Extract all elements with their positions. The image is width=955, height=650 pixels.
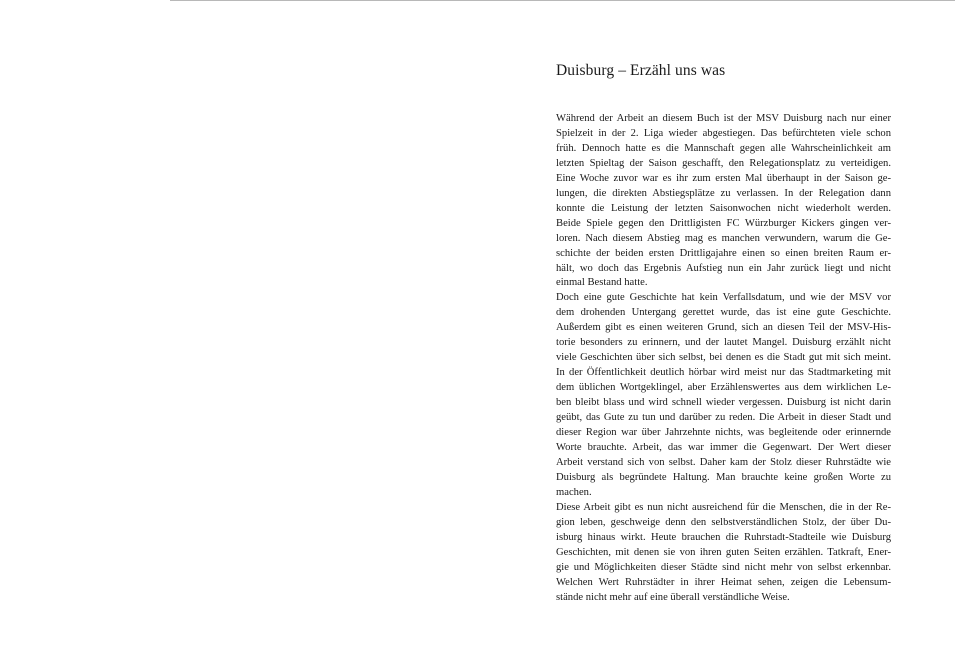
text-line: konnte die Leistung der letzten Saisonwochen nicht wiederholt werden.: [556, 202, 891, 214]
text-line: dem üblichen Wortgeklingel, aber Erzählenswertes aus dem wirklichen Le-: [556, 382, 891, 394]
text-line: loren. Nach diesem Abstieg mag es manchen verwundern, warum die Ge-: [556, 232, 891, 244]
text-line: schichte der beiden ersten Drittligajahre einen so einen breiten Raum er-: [556, 247, 891, 259]
chapter-title: Duisburg – Erzähl uns was: [556, 62, 726, 79]
text-line: isburg hinaus wirkt. Heute brauchen die Ruhrstadt-Stadteile wie Duisburg: [556, 531, 891, 543]
text-line: In der Öffentlichkeit deutlich hörbar wird meist nur das Stadtmarketing mit: [556, 367, 891, 379]
text-line: torie besonders zu erinnern, und der lautet Mangel. Duisburg erzählt nicht: [556, 337, 891, 349]
paragraph: [556, 291, 891, 500]
text-line: gie und Möglichkeiten dieser Städte sind nicht mehr von selbst erkennbar.: [556, 561, 891, 573]
text-line: Geschichten, mit denen sie von ihren guten Seiten erzählen. Tatkraft, Ener-: [556, 546, 891, 558]
text-line: geübt, das Gute zu tun und darüber zu reden. Die Arbeit in dieser Stadt und: [556, 412, 891, 424]
text-line: gion leben, geschweige denn den selbstverständlichen Stolz, der über Du-: [556, 516, 891, 528]
text-line: viele Geschichten über sich selbst, bei denen es die Stadt gut mit sich meint.: [556, 352, 891, 364]
body-text: [556, 112, 891, 605]
text-line: stände nicht mehr auf eine überall verständliche Weise.: [556, 591, 790, 603]
text-line: machen.: [556, 486, 592, 498]
text-line: Spielzeit in der 2. Liga wieder abgestiegen. Das befürchteten viele schon: [556, 127, 891, 139]
text-line: Doch eine gute Geschichte hat kein Verfallsdatum, und wie der MSV vor: [556, 292, 891, 304]
text-line: dieser Region war über Jahrzehnte nichts, was begleitende oder erinnernde: [556, 427, 891, 439]
text-line: Eine Woche zuvor war es ihr zum ersten Mal überhaupt in der Saison ge-: [556, 172, 891, 184]
text-line: früh. Dennoch hatte es die Mannschaft gegen alle Wahrscheinlichkeit am: [556, 142, 891, 154]
text-line: Worte brauchte. Arbeit, das war immer die Gegenwart. Der Wert dieser: [556, 441, 891, 453]
text-line: einmal Bestand hatte.: [556, 277, 648, 289]
text-line: letzten Spieltag der Saison geschafft, den Relegationsplatz zu verteidigen.: [556, 157, 891, 169]
top-rule: [170, 0, 955, 1]
text-line: Diese Arbeit gibt es nun nicht ausreichend für die Menschen, die in der Re-: [556, 501, 891, 513]
text-line: Duisburg als begründete Haltung. Man brauchte keine großen Worte zu: [556, 471, 891, 483]
book-page: [556, 62, 891, 605]
text-line: Welchen Wert Ruhrstädter in ihrer Heimat sehen, zeigen die Lebensum-: [556, 576, 891, 588]
paragraph: [556, 112, 891, 291]
text-line: Beide Spiele gegen den Drittligisten FC Würzburger Kickers gingen ver-: [556, 217, 891, 229]
text-line: Arbeit verstand sich von selbst. Daher kam der Stolz dieser Ruhrstädte wie: [556, 456, 891, 468]
text-line: hält, wo doch das Ergebnis Aufstieg nun ein Jahr zurück liegt und nicht: [556, 262, 891, 274]
text-line: dem drohenden Untergang gerettet wurde, das ist eine gute Geschichte.: [556, 307, 891, 319]
text-line: ben bleibt blass und wird schnell wieder vergessen. Duisburg ist nicht darin: [556, 397, 891, 409]
text-line: Während der Arbeit an diesem Buch ist der MSV Duisburg nach nur einer: [556, 113, 891, 124]
text-line: Außerdem gibt es einen weiteren Grund, sich an diesen Teil der MSV-His-: [556, 322, 891, 334]
text-line: lungen, die direkten Abstiegsplätze zu verlassen. In der Relegation dann: [556, 187, 891, 199]
paragraph: [556, 501, 891, 606]
